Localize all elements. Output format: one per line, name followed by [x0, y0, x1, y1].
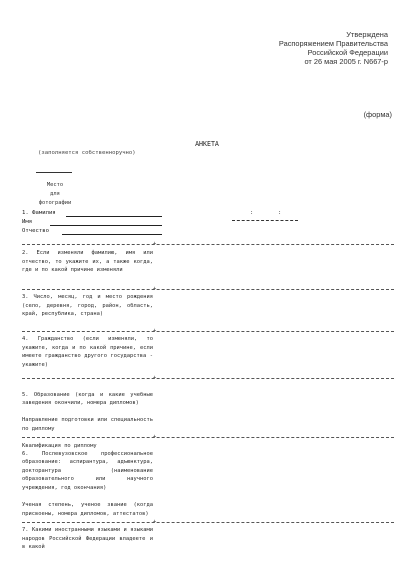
row-joint: +	[153, 328, 157, 334]
question-3: 3. Число, месяц, год и место рождения (село, деревня, город, район, область, край, республика, страна)	[22, 294, 153, 318]
patronymic-label: Отчество	[22, 228, 49, 234]
question-7: 7. Какими иностранными языками и языками народов Российской Федерации владеете и в какой	[22, 527, 153, 551]
row-separator	[22, 289, 394, 290]
surname-label: 1. Фамилия	[22, 210, 56, 216]
row-joint: +	[153, 375, 157, 381]
question-6-degree: Ученая степень, ученое звание (когда присвоены, номера дипломов, аттестатов)	[22, 502, 153, 517]
question-6	[22, 441, 153, 527]
document-subtitle: (заполняется собственноручно)	[38, 150, 136, 156]
row-separator	[22, 244, 394, 245]
question-6-text: 6. Послевузовское профессиональное образование: аспирантура, адъюнктура, докторантура (наименование образовательного или научного учреждения, год окончания)	[22, 450, 153, 491]
photo-frame-line	[36, 172, 72, 173]
row-joint: +	[153, 434, 157, 440]
approval-line-3: Российской Федерации	[307, 48, 388, 57]
photo-placeholder: Место для фотографии	[38, 182, 72, 206]
row-joint: +	[153, 241, 157, 247]
question-4: 4. Гражданство (если изменяли, то укажите, когда и по какой причине, если имеете гражданство другого государства - укажите)	[22, 336, 153, 368]
question-2: 2. Если изменяли фамилию, имя или отчество, то укажите их, а также когда, где и по какой причине изменяли	[22, 250, 153, 274]
row-separator	[22, 378, 394, 379]
name-field[interactable]	[50, 225, 162, 226]
row-joint: +	[153, 286, 157, 292]
row-separator	[22, 331, 394, 332]
form-label: (форма)	[363, 110, 392, 119]
row-joint: +	[153, 519, 157, 525]
name-label: Имя	[22, 219, 33, 225]
question-5-specialty: Направление подготовки или специальность по диплому	[22, 417, 153, 432]
approval-line-2: Распоряжением Правительства	[278, 39, 388, 48]
approval-line-1: Утверждена	[346, 30, 388, 39]
stamp-mark-2: :	[278, 210, 282, 216]
question-5-text: 5. Образование (когда и какие учебные заведения окончили, номера дипломов)	[22, 391, 153, 407]
surname-field[interactable]	[66, 216, 162, 217]
document-title: АНКЕТА	[195, 140, 219, 148]
approval-line-4: от 26 мая 2005 г. N667-р	[304, 57, 388, 66]
stamp-line	[232, 220, 298, 221]
stamp-mark-1: :	[250, 210, 254, 216]
patronymic-field[interactable]	[62, 234, 162, 235]
question-5-qualification: Квалификация по диплому	[22, 443, 97, 450]
